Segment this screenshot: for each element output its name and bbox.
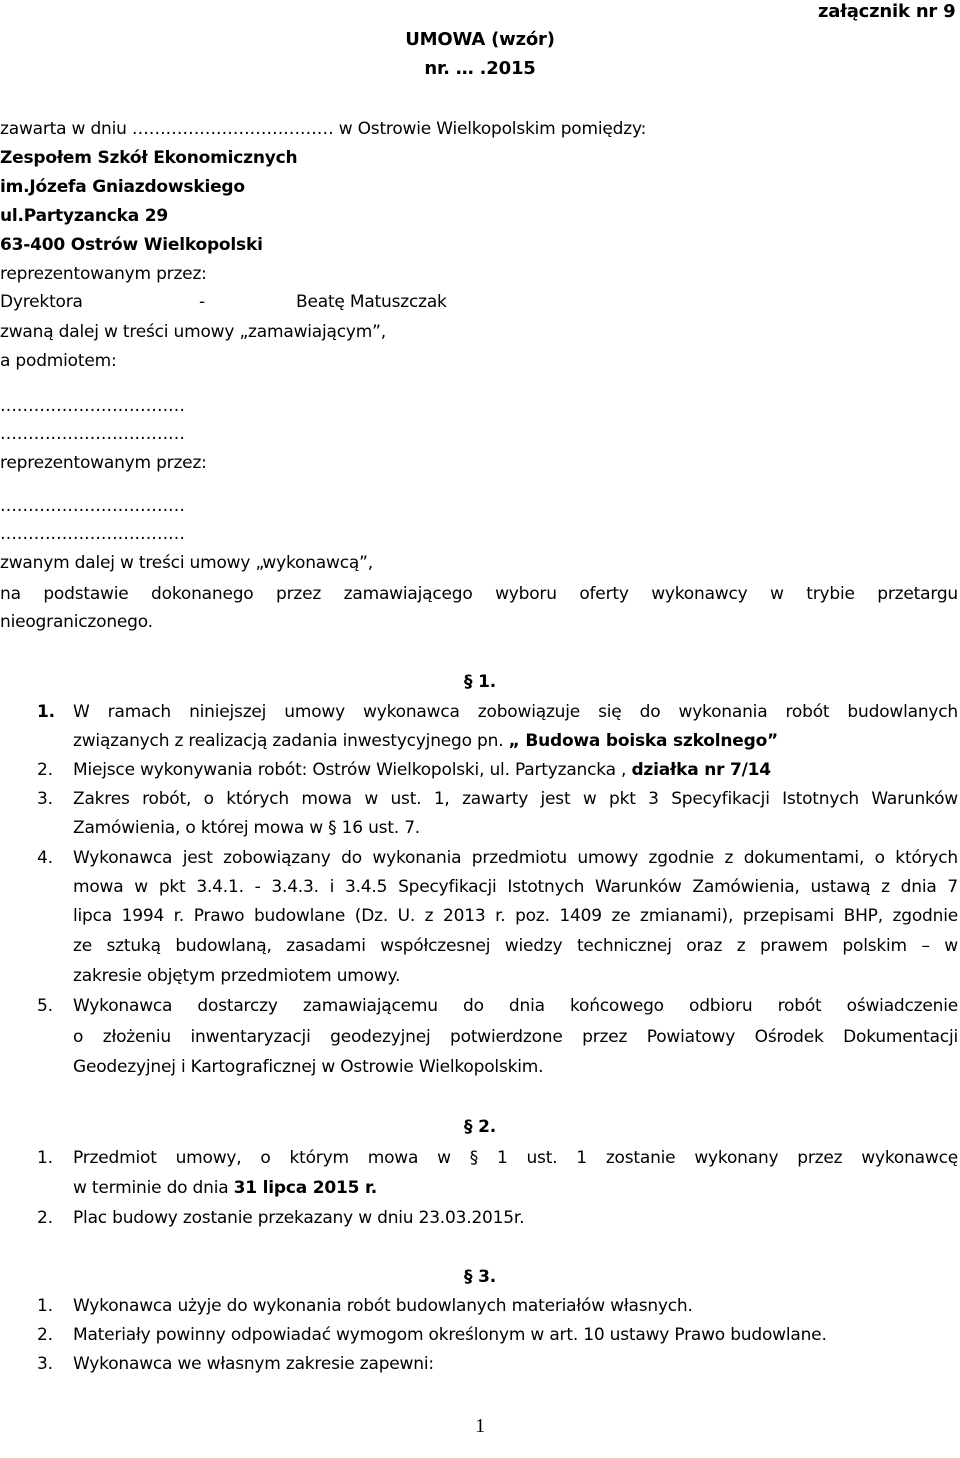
- s2-p1-number: 1.: [37, 1148, 53, 1168]
- and-entity-label: a podmiotem:: [0, 351, 117, 371]
- s3-p2-number: 2.: [37, 1325, 53, 1345]
- basis-line-1: na podstawie dokonanego przez zamawiającego wyboru oferty wykonawcy w trybie przetargu: [0, 584, 958, 604]
- plot-number: działka nr 7/14: [631, 760, 771, 780]
- contractor-name-placeholder-2: ……………………………: [0, 424, 185, 444]
- party1-street: ul.Partyzancka 29: [0, 206, 168, 226]
- s2-p1-line1: Przedmiot umowy, o którym mowa w § 1 ust. 1 zostanie wykonany przez wykonawcę: [73, 1148, 958, 1168]
- concluded-line: zawarta w dniu ……………………………… w Ostrowie Wielkopolskim pomiędzy:: [0, 119, 647, 139]
- document-title-text: UMOWA (wzór): [405, 29, 555, 50]
- s3-p1-line1: Wykonawca użyje do wykonania robót budowlanych materiałów własnych.: [73, 1296, 693, 1316]
- s1-p4-number: 4.: [37, 848, 53, 868]
- s3-p1-number: 1.: [37, 1296, 53, 1316]
- party1-name-line1: Zespołem Szkół Ekonomicznych: [0, 148, 298, 168]
- basis-line-2: nieograniczonego.: [0, 612, 153, 632]
- s1-p2-line: [73, 760, 771, 780]
- s1-p5-number: 5.: [37, 996, 53, 1016]
- employer-designation: zwaną dalej w treści umowy „zamawiającym”,: [0, 322, 386, 342]
- section-1-heading: § 1.: [464, 672, 496, 692]
- representative-placeholder-1: ……………………………: [0, 496, 185, 516]
- s1-p3-line1: Zakres robót, o których mowa w ust. 1, zawarty jest w pkt 3 Specyfikacji Istotnych Warunków: [73, 789, 958, 809]
- s1-p1-line1: W ramach niniejszej umowy wykonawca zobowiązuje się do wykonania robót budowlanych: [73, 702, 958, 722]
- s1-p5-line3: Geodezyjnej i Kartograficznej w Ostrowie Wielkopolskim.: [73, 1057, 544, 1077]
- s1-p1-line2-text: związanych z realizacją zadania inwestycyjnego pn.: [73, 731, 509, 751]
- s2-p2-number: 2.: [37, 1208, 53, 1228]
- representative-placeholder-2: ……………………………: [0, 524, 185, 544]
- represented-by-label-2: reprezentowanym przez:: [0, 453, 207, 473]
- s2-p1-line2: [73, 1178, 377, 1198]
- director-role: Dyrektora: [0, 292, 83, 312]
- s1-p4-line4: ze sztuką budowlaną, zasadami współczesnej wiedzy technicznej oraz z prawem polskim – w: [73, 936, 958, 956]
- represented-by-label: reprezentowanym przez:: [0, 264, 207, 284]
- project-name: „ Budowa boiska szkolnego”: [508, 731, 779, 751]
- s1-p4-line1: Wykonawca jest zobowiązany do wykonania przedmiotu umowy zgodnie z dokumentami, o których: [73, 848, 958, 868]
- document-number: nr. … .2015: [424, 58, 536, 79]
- section-2-heading: § 2.: [464, 1117, 496, 1137]
- attachment-label: załącznik nr 9: [818, 1, 956, 22]
- contractor-designation: zwanym dalej w treści umowy „wykonawcą”,: [0, 553, 373, 573]
- contractor-name-placeholder-1: ……………………………: [0, 396, 185, 416]
- completion-date: 31 lipca 2015 r.: [233, 1178, 377, 1198]
- s1-p5-line2: o złożeniu inwentaryzacji geodezyjnej potwierdzone przez Powiatowy Ośrodek Dokumentacji: [73, 1027, 958, 1047]
- s1-p1-line2: [73, 731, 778, 751]
- s1-p2-text: Miejsce wykonywania robót: Ostrów Wielkopolski, ul. Partyzancka ,: [73, 760, 632, 780]
- party1-city: 63-400 Ostrów Wielkopolski: [0, 235, 263, 255]
- s3-p3-number: 3.: [37, 1354, 53, 1374]
- s1-p4-line5: zakresie objętym przedmiotem umowy.: [73, 966, 401, 986]
- document-title: [0, 30, 960, 50]
- director-name: Beatę Matuszczak: [296, 292, 447, 312]
- s2-p2-line1: Plac budowy zostanie przekazany w dniu 23.03.2015r.: [73, 1208, 525, 1228]
- s1-p4-line2: mowa w pkt 3.4.1. - 3.4.3. i 3.4.5 Specyfikacji Istotnych Warunków Zamówienia, ustawą z dnia 7: [73, 877, 958, 897]
- s1-p5-line1: Wykonawca dostarczy zamawiającemu do dnia końcowego odbioru robót oświadczenie: [73, 996, 958, 1016]
- s2-p1-line2-text: w terminie do dnia: [73, 1178, 234, 1198]
- party1-name-line2: im.Józefa Gniazdowskiego: [0, 177, 245, 197]
- s1-p3-line2: Zamówienia, o której mowa w § 16 ust. 7.: [73, 818, 421, 838]
- s1-p2-number: 2.: [37, 760, 53, 780]
- s3-p2-line1: Materiały powinny odpowiadać wymogom określonym w art. 10 ustawy Prawo budowlane.: [73, 1325, 827, 1345]
- s1-p1-number: 1.: [37, 702, 55, 722]
- director-dash: -: [199, 292, 205, 312]
- page-number: 1: [475, 1415, 485, 1437]
- s1-p3-number: 3.: [37, 789, 53, 809]
- s3-p3-line1: Wykonawca we własnym zakresie zapewni:: [73, 1354, 434, 1374]
- s1-p4-line3: lipca 1994 r. Prawo budowlane (Dz. U. z 2013 r. poz. 1409 ze zmianami), przepisami BHP, zgodnie: [73, 906, 958, 926]
- section-3-heading: § 3.: [464, 1267, 496, 1287]
